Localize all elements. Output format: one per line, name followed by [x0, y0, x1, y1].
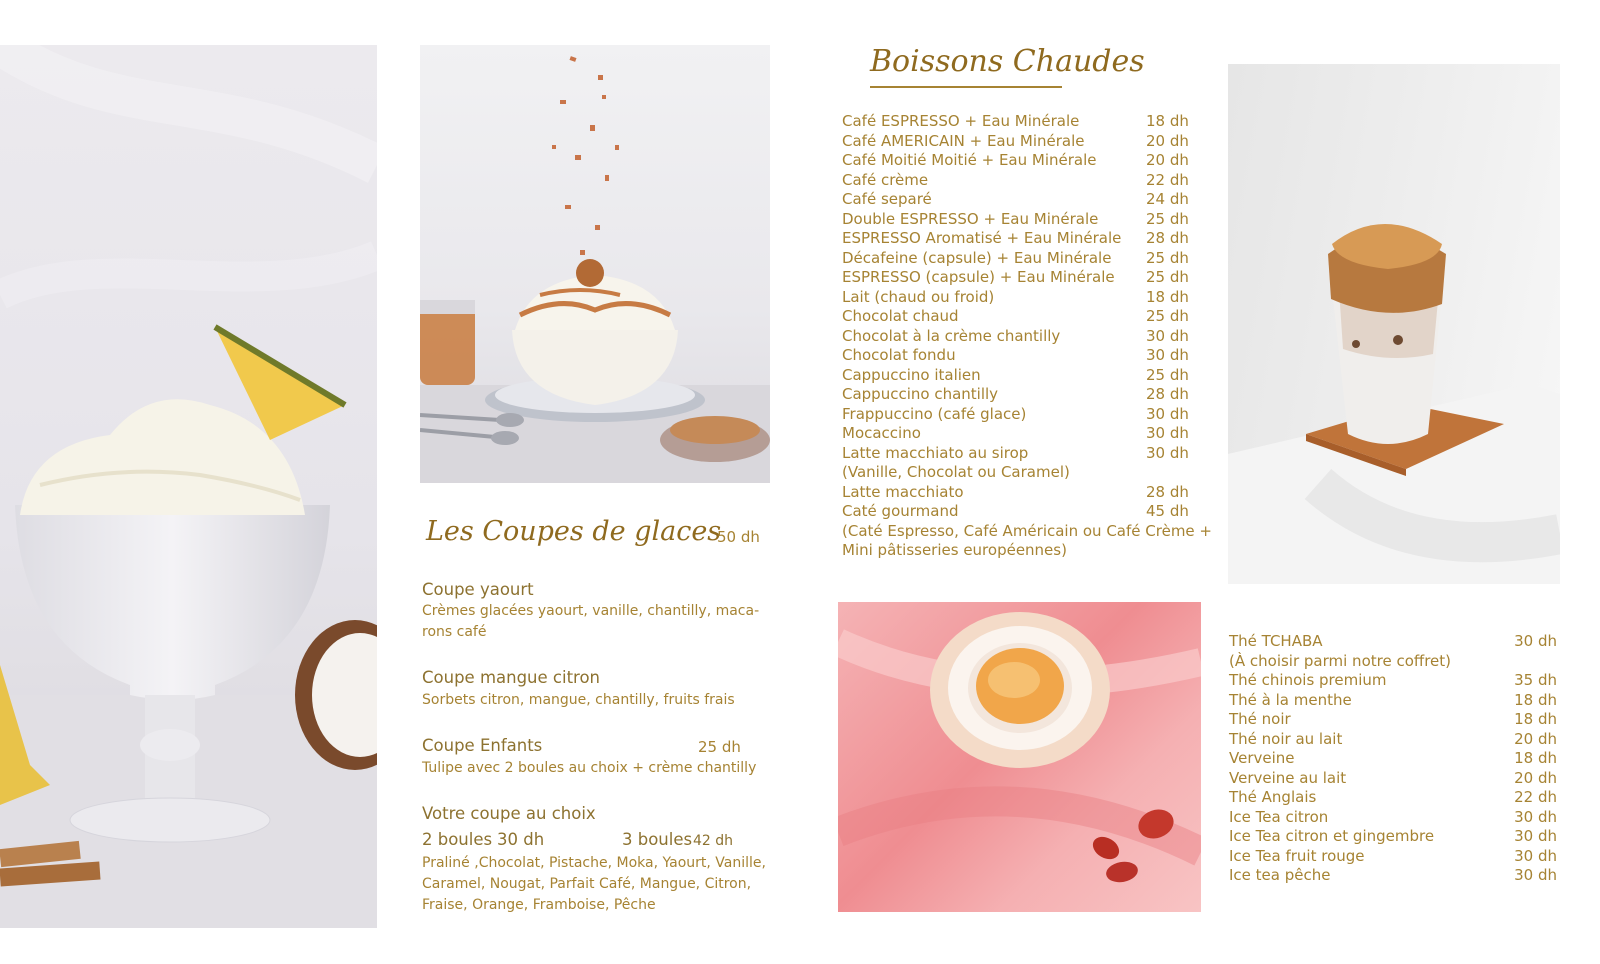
tea-name: Thé à la menthe: [1229, 690, 1352, 709]
tea-name: Thé noir: [1229, 710, 1291, 728]
ice-cream-sundae-photo: [0, 45, 377, 928]
hot-drink-row: [842, 385, 1190, 405]
hot-drink-row: [842, 132, 1190, 152]
hot-drink-name: Café AMERICAIN + Eau Minérale: [842, 131, 1085, 150]
coupe-enfants-desc: Tulipe avec 2 boules au choix + crème chantilly: [422, 760, 757, 776]
hot-drink-name: Café separé: [842, 190, 932, 208]
tea-row: [1229, 691, 1557, 711]
tea-row: [1229, 866, 1557, 886]
hot-drink-price: 20 dh: [1146, 151, 1189, 169]
tea-price: 30 dh: [1514, 807, 1557, 826]
hot-drink-name: Café ESPRESSO + Eau Minérale: [842, 112, 1080, 130]
hot-drink-name: Mini pâtisseries européennes): [842, 541, 1067, 559]
hot-drink-name: Lait (chaud ou froid): [842, 287, 995, 306]
tea-name: Ice tea pêche: [1229, 866, 1331, 884]
tea-price: 35 dh: [1514, 671, 1557, 689]
hot-drink-price: 25 dh: [1146, 268, 1189, 286]
coupe-yaourt-title: Coupe yaourt: [422, 580, 534, 599]
tea-price: 18 dh: [1514, 749, 1557, 767]
hot-drink-row: [842, 424, 1190, 444]
hot-drink-name: Frappuccino (café glace): [842, 404, 1027, 423]
hot-drink-name: (Vanille, Chocolat ou Caramel): [842, 463, 1070, 481]
hot-drink-price: 25 dh: [1146, 365, 1189, 384]
hot-drink-row: [842, 307, 1190, 327]
hot-drink-price: 25 dh: [1146, 307, 1189, 325]
hot-drink-row: [842, 210, 1190, 230]
tea-row: [1229, 827, 1557, 847]
hot-drink-name: ESPRESSO (capsule) + Eau Minérale: [842, 268, 1115, 286]
hot-drink-name: Latte macchiato: [842, 482, 964, 501]
hot-drink-price: 30 dh: [1146, 424, 1189, 442]
hot-drink-price: 24 dh: [1146, 190, 1189, 208]
tea-price: 20 dh: [1514, 729, 1557, 748]
ice-cream-cups-price: 50 dh: [717, 528, 760, 546]
hot-drink-row: [842, 112, 1190, 132]
iced-latte-illustration: [1228, 64, 1560, 584]
flavors-line2: Caramel, Nougat, Parfait Café, Mangue, Citron,: [422, 876, 752, 892]
tea-name: Ice Tea citron: [1229, 807, 1329, 826]
iced-latte-photo: [1228, 64, 1560, 584]
tea-cup-illustration: [838, 602, 1201, 912]
hot-drink-price: 30 dh: [1146, 404, 1189, 423]
hot-drink-row: [842, 346, 1190, 366]
caramel-dessert-illustration: [420, 45, 770, 483]
ice-cream-cups-title: Les Coupes de glaces: [426, 516, 722, 547]
hot-drink-price: 20 dh: [1146, 131, 1189, 150]
hot-drinks-title: Boissons Chaudes: [870, 44, 1145, 79]
tea-price: 30 dh: [1514, 846, 1557, 865]
hot-drink-name: Café crème: [842, 170, 929, 189]
hot-drink-row: [842, 151, 1190, 171]
hot-drink-price: 30 dh: [1146, 443, 1189, 462]
tea-row: [1229, 808, 1557, 828]
two-scoops-price: 30 dh: [497, 830, 545, 849]
tea-price: 30 dh: [1514, 866, 1557, 884]
hot-drink-price: 18 dh: [1146, 287, 1189, 306]
hot-drink-name: Café Moitié Moitié + Eau Minérale: [842, 151, 1097, 169]
hot-drink-row: [842, 521, 1212, 542]
tea-name: Verveine: [1229, 749, 1295, 767]
hot-drink-name: Chocolat fondu: [842, 346, 956, 364]
tea-row: [1229, 769, 1557, 789]
hot-drink-row: [842, 541, 1190, 561]
tea-name: (À choisir parmi notre coffret): [1229, 651, 1452, 670]
hot-drink-row: [842, 190, 1190, 210]
tea-row: [1229, 652, 1557, 672]
hot-drink-row: [842, 366, 1190, 386]
hot-drink-price: 28 dh: [1146, 385, 1189, 403]
coupe-enfants-price: 25 dh: [698, 738, 741, 756]
coupe-mangue-title: Coupe mangue citron: [422, 668, 601, 687]
tea-name: Verveine au lait: [1229, 768, 1347, 787]
tea-name: Ice Tea fruit rouge: [1229, 846, 1365, 865]
tea-price: 30 dh: [1514, 632, 1557, 650]
tea-row: [1229, 632, 1557, 652]
hot-drink-name: ESPRESSO Aromatisé + Eau Minérale: [842, 229, 1122, 247]
coupe-choix-title: Votre coupe au choix: [422, 804, 596, 823]
hot-drink-row: [842, 483, 1190, 503]
tea-row: [1229, 847, 1557, 867]
hot-drink-row: [842, 268, 1190, 288]
three-scoops-label: 3 boules: [622, 830, 693, 849]
hot-drink-row: [842, 327, 1190, 347]
hot-drink-row: [842, 249, 1190, 269]
hot-drink-row: [842, 229, 1190, 249]
coupe-yaourt-desc-line2: rons café: [422, 624, 487, 640]
coupe-enfants-title: Coupe Enfants: [422, 736, 543, 755]
hot-drink-row: [842, 444, 1190, 464]
tea-name: Thé Anglais: [1229, 788, 1317, 806]
hot-drink-price: 28 dh: [1146, 229, 1189, 247]
ice-cream-sundae-illustration: [0, 45, 377, 928]
hot-drink-name: Chocolat chaud: [842, 307, 959, 325]
hot-drink-name: Mocaccino: [842, 424, 921, 442]
hot-drink-price: 28 dh: [1146, 482, 1189, 501]
tea-row: [1229, 671, 1557, 691]
three-scoops-price: 42 dh: [693, 833, 734, 849]
coupe-yaourt-desc-line1: Crèmes glacées yaourt, vanille, chantilly, maca-: [422, 603, 760, 619]
hot-drink-price: 25 dh: [1146, 248, 1189, 267]
tea-price: 20 dh: [1514, 768, 1557, 787]
coupe-mangue-desc: Sorbets citron, mangue, chantilly, fruits frais: [422, 692, 735, 708]
hot-drink-price: 30 dh: [1146, 326, 1189, 345]
hot-drink-name: Cappuccino italien: [842, 365, 981, 384]
tea-row: [1229, 788, 1557, 808]
hot-drink-price: 22 dh: [1146, 170, 1189, 189]
hot-drink-row: [842, 171, 1190, 191]
hot-drink-price: 25 dh: [1146, 209, 1189, 228]
hot-drink-price: 30 dh: [1146, 346, 1189, 364]
tea-row: [1229, 749, 1557, 769]
caramel-dessert-photo: [420, 45, 770, 483]
hot-drink-name: (Caté Espresso, Café Américain ou Café Crème +: [842, 521, 1212, 540]
hot-drink-row: [842, 502, 1190, 522]
tea-price: 30 dh: [1514, 827, 1557, 845]
tea-name: Thé TCHABA: [1229, 632, 1323, 650]
tea-name: Ice Tea citron et gingembre: [1229, 827, 1435, 845]
tea-row: [1229, 710, 1557, 730]
hot-drink-name: Cappuccino chantilly: [842, 385, 999, 403]
tea-row: [1229, 730, 1557, 750]
tea-price: 18 dh: [1514, 690, 1557, 709]
tea-price: 18 dh: [1514, 710, 1557, 728]
hot-drinks-title-underline: [870, 86, 1062, 88]
hot-drink-name: Chocolat à la crème chantilly: [842, 326, 1061, 345]
flavors-line1: Praliné ,Chocolat, Pistache, Moka, Yaourt, Vanille,: [422, 855, 766, 871]
tea-name: Thé noir au lait: [1229, 729, 1343, 748]
hot-drink-price: 18 dh: [1146, 112, 1189, 130]
tea-name: Thé chinois premium: [1229, 671, 1387, 689]
hot-drink-row: [842, 463, 1190, 483]
tea-price: 22 dh: [1514, 788, 1557, 806]
hot-drink-name: Latte macchiato au sirop: [842, 443, 1029, 462]
hot-drink-name: Caté gourmand: [842, 502, 959, 520]
hot-drink-name: Décafeine (capsule) + Eau Minérale: [842, 248, 1112, 267]
tea-cup-photo: [838, 602, 1201, 912]
hot-drink-row: [842, 405, 1190, 425]
two-scoops-label: 2 boules: [422, 830, 493, 849]
flavors-line3: Fraise, Orange, Framboise, Pêche: [422, 897, 656, 913]
hot-drink-row: [842, 288, 1190, 308]
hot-drink-name: Double ESPRESSO + Eau Minérale: [842, 209, 1099, 228]
hot-drink-price: 45 dh: [1146, 502, 1189, 520]
